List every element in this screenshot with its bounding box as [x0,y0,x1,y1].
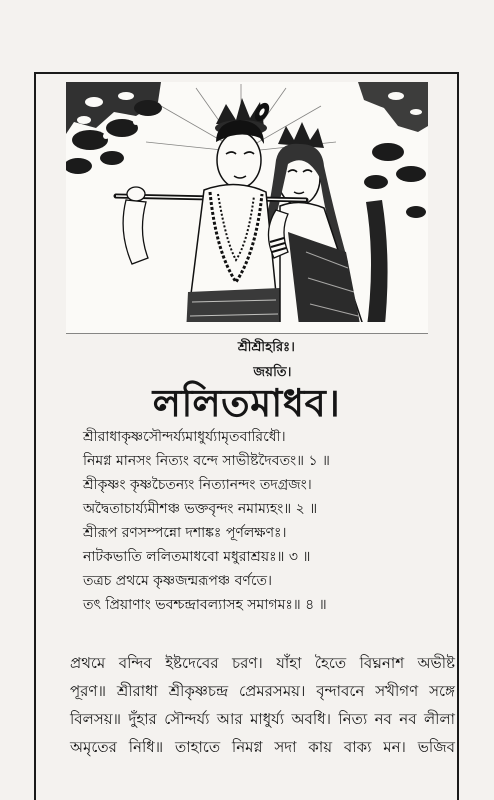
verse-line: শ্রীরূপ রণসম্পন্নো দশাঙ্কঃ পূর্ণলক্ষণঃ। [83,525,287,541]
verse-line: শ্রীরাধাকৃষ্ণসৌন্দর্য্যমাধুর্য্যামৃতবারিধৌ। [83,429,286,445]
verse-line: তৎ প্রিয়াণাং ভবশ্চন্দ্রাবল্যাসহ সমাগমঃ॥ ৪ ॥ [83,597,327,613]
sanskrit-verses [83,430,443,622]
verse-line: শ্রীকৃষ্ণং কৃষ্ণচৈতন্যং নিত্যানন্দং তদগ্রজং। [83,477,312,493]
prose-line: বিলসয়॥ দুঁহার সৌন্দর্য্য আর মাধুর্য্য অবধি। নিত্য নব নব লীলা [70,710,455,728]
radha-krishna-illustration [66,82,428,334]
page-title: ললিতমাধব। [152,380,341,425]
page-border [34,72,459,800]
verse-line: অদ্বৈতাচার্য্যমীশঞ্চ ভক্তবৃন্দং নমাম্যহং॥ ২ ॥ [83,501,318,517]
verse-line: তত্রচ প্রথমে কৃষ্ণজন্মরূপঞ্চ বর্ণতে। [83,573,273,589]
prose-line: অমৃতের নিধি॥ তাহাতে নিমগ্ন সদা কায় বাক্য মন। ভজিব [70,738,455,756]
invocation-jayati: জয়তি। [253,365,292,380]
prose-line: প্রথমে বন্দিব ইষ্টদেবের চরণ। যাঁহা হৈতে বিঘ্ননাশ অভীষ্ট [70,654,455,672]
bengali-prose [70,656,455,768]
verse-line: নিমগ্ন মানসং নিত্যং বন্দে সাভীষ্টদৈবতং॥ ১ ॥ [83,453,330,469]
invocation-sri-hari: শ্রীশ্রীহরিঃ। [237,340,296,355]
verse-line: নাটকভাতি ললিতমাধবো মধুরাশ্রয়ঃ॥ ৩ ॥ [83,549,311,565]
prose-line: পূরণ॥ শ্রীরাধা শ্রীকৃষ্ণচন্দ্র প্রেমরসময়। বৃন্দাবনে সখীগণ সঙ্গে [70,682,455,700]
